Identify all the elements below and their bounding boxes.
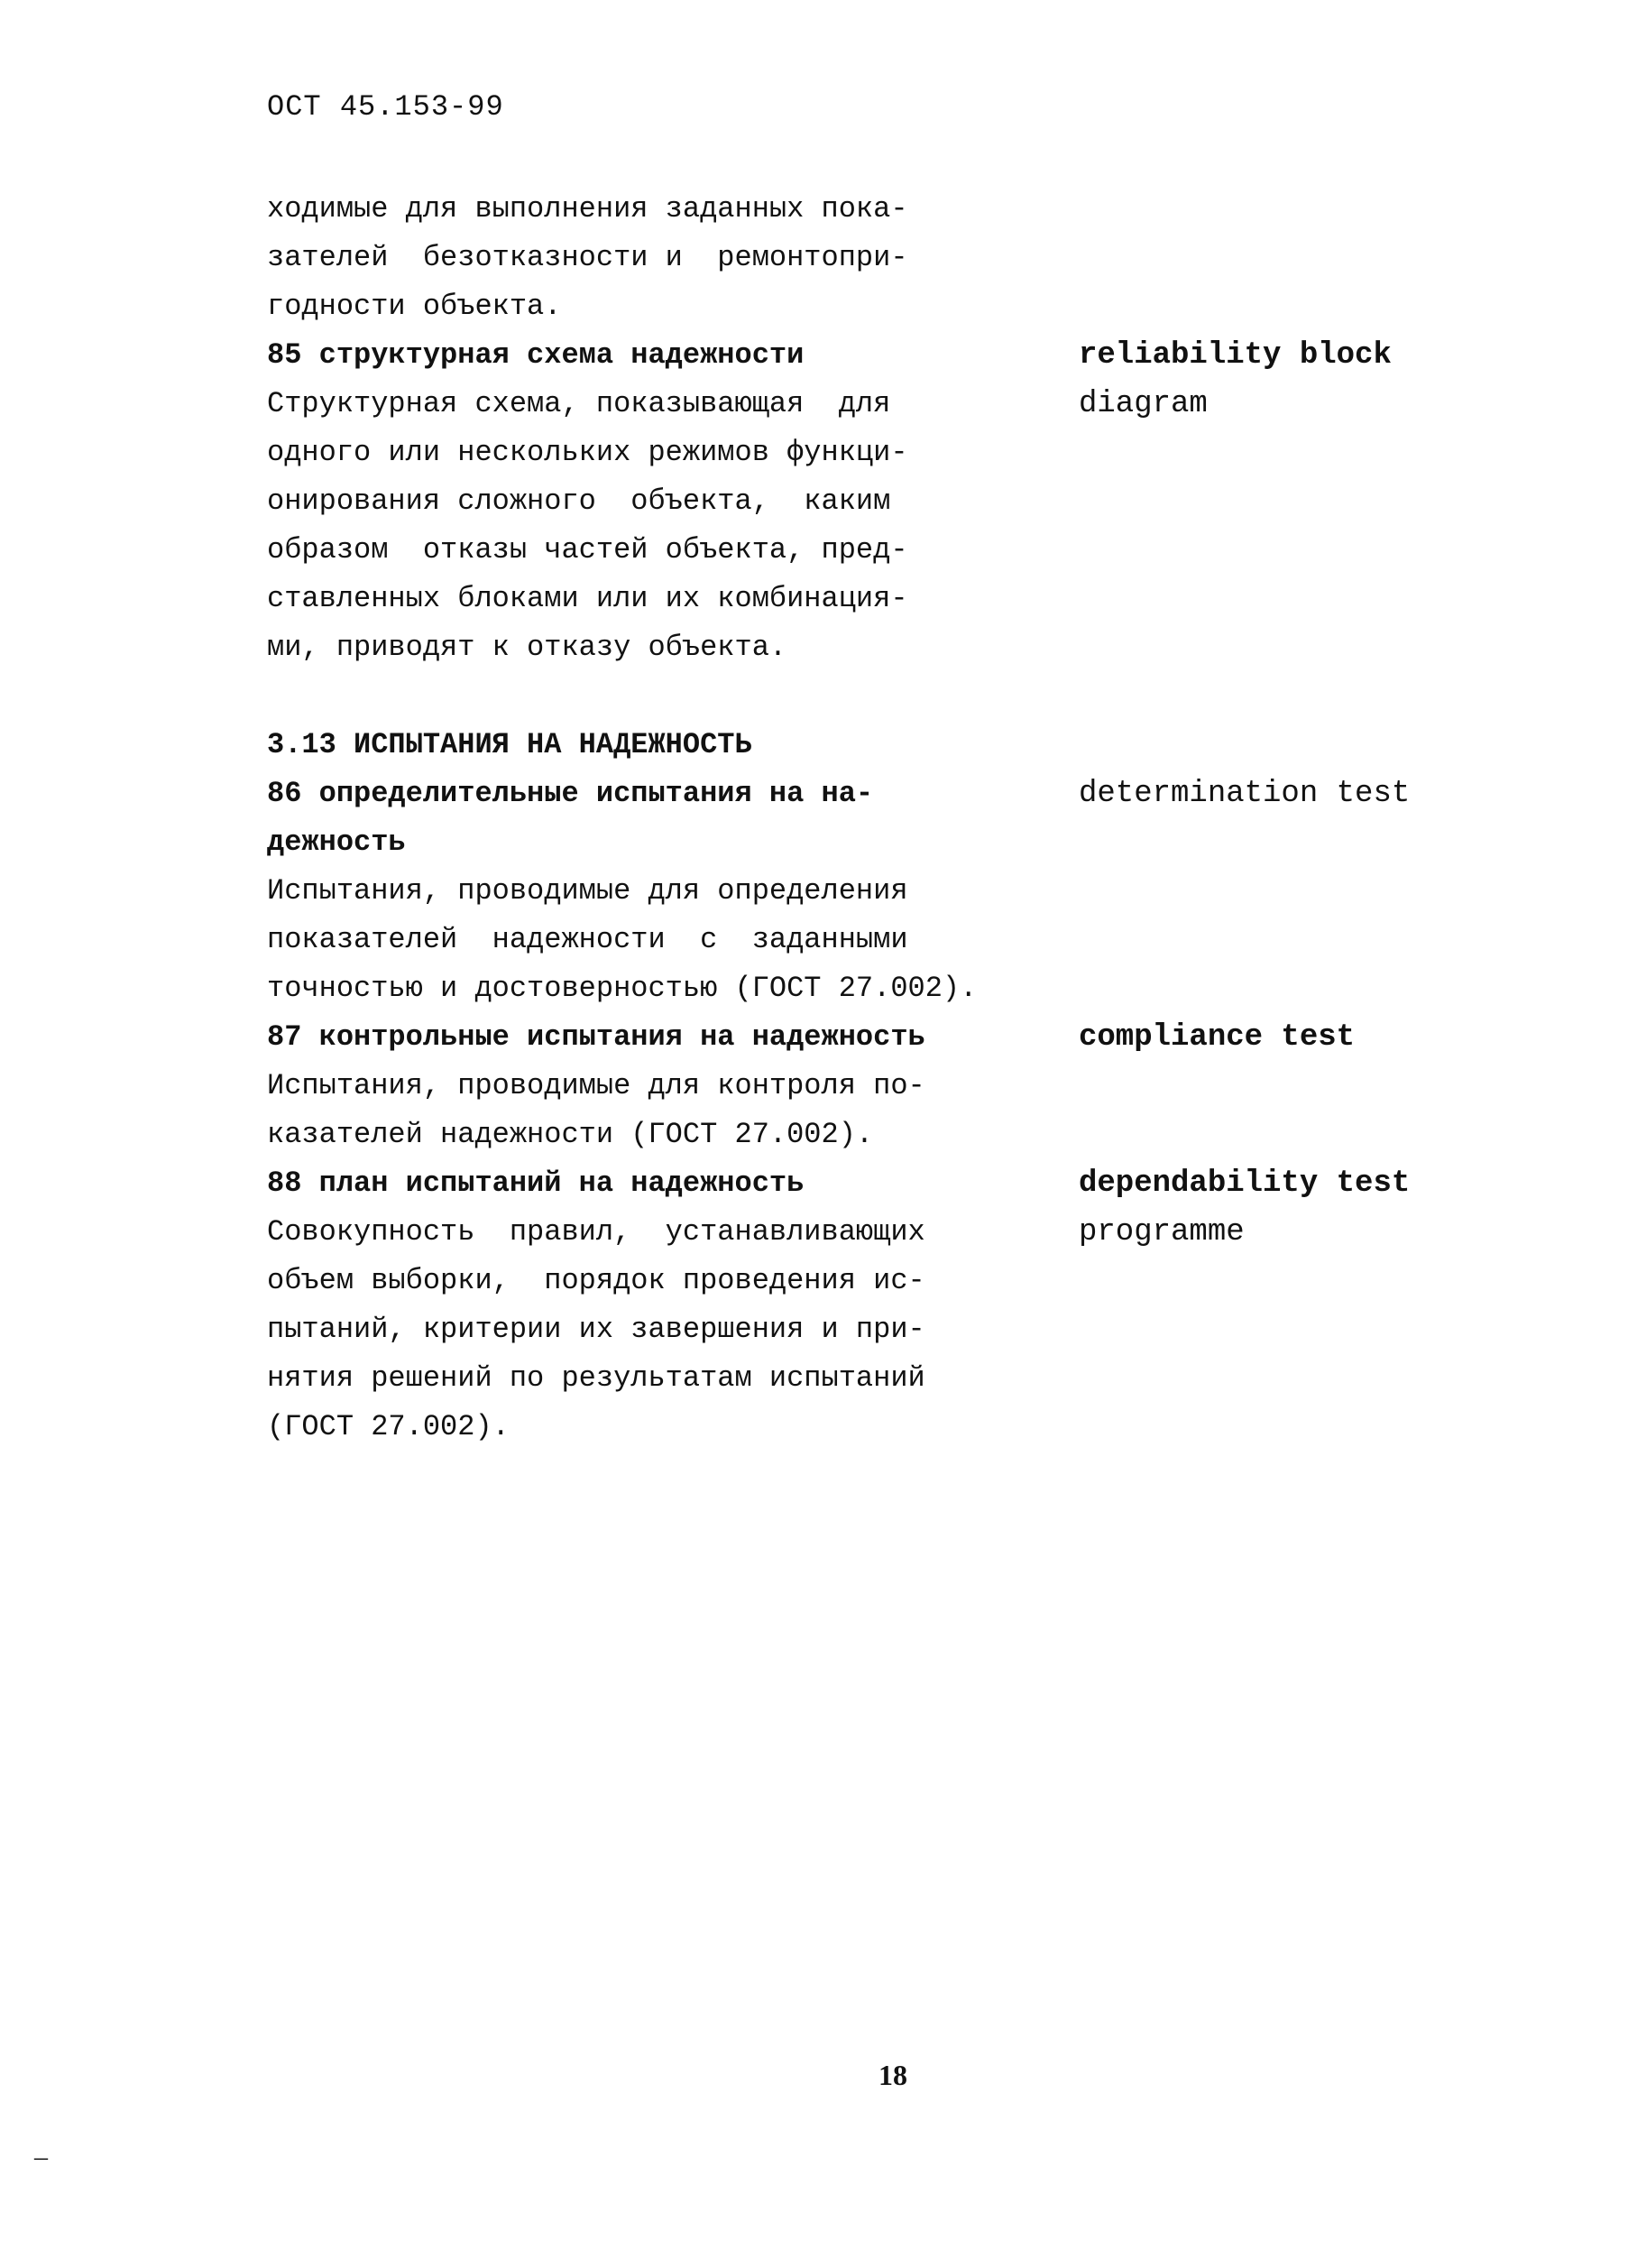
document-code: ОСТ 45.153-99 — [267, 90, 504, 124]
term-85-body: ми, приводят к отказу объекта. — [267, 631, 787, 664]
term-86-body: Испытания, проводимые для определения — [267, 874, 908, 908]
term-85-body: одного или нескольких режимов функци- — [267, 436, 908, 469]
term-88-body: нятия решений по результатам испытаний — [267, 1361, 925, 1395]
term-85-body: Структурная схема, показывающая для — [267, 387, 891, 420]
term-88-body: объем выборки, порядок проведения ис- — [267, 1264, 925, 1297]
term-86-title: дежность — [267, 825, 406, 859]
term-86-title: 86 определительные испытания на на- — [267, 777, 874, 810]
term-85-body: онирования сложного объекта, каким — [267, 484, 891, 518]
term-87-en: compliance test — [1079, 1020, 1356, 1055]
term-88-en: programme — [1079, 1215, 1245, 1249]
term-88-title: 88 план испытаний на надежность — [267, 1166, 805, 1200]
term-86-body: точностью и достоверностью (ГОСТ 27.002). — [267, 972, 978, 1005]
intro-line: зателей безотказности и ремонтопри- — [267, 241, 908, 274]
term-86-body: показателей надежности с заданными — [267, 923, 908, 956]
term-85-en: reliability block — [1079, 338, 1392, 373]
term-85-title: 85 структурная схема надежности — [267, 338, 805, 372]
intro-line: ходимые для выполнения заданных пока- — [267, 192, 908, 226]
term-88-body: пытаний, критерии их завершения и при- — [267, 1313, 925, 1346]
term-85-body: ставленных блоками или их комбинация- — [267, 582, 908, 615]
term-85-en: diagram — [1079, 387, 1208, 421]
margin-mark: – — [34, 2142, 48, 2171]
term-86-en: determination test — [1079, 777, 1411, 811]
term-85-body: образом отказы частей объекта, пред- — [267, 533, 908, 567]
term-87-title: 87 контрольные испытания на надежность — [267, 1020, 925, 1054]
term-88-body: Совокупность правил, устанавливающих — [267, 1215, 925, 1249]
term-87-body: казателей надежности (ГОСТ 27.002). — [267, 1118, 874, 1151]
section-title: 3.13 ИСПЫТАНИЯ НА НАДЕЖНОСТЬ — [267, 728, 752, 761]
page-number: 18 — [878, 2059, 907, 2091]
term-88-body: (ГОСТ 27.002). — [267, 1410, 510, 1443]
term-88-en: dependability test — [1079, 1166, 1411, 1201]
term-87-body: Испытания, проводимые для контроля по- — [267, 1069, 925, 1102]
intro-line: годности объекта. — [267, 290, 562, 323]
